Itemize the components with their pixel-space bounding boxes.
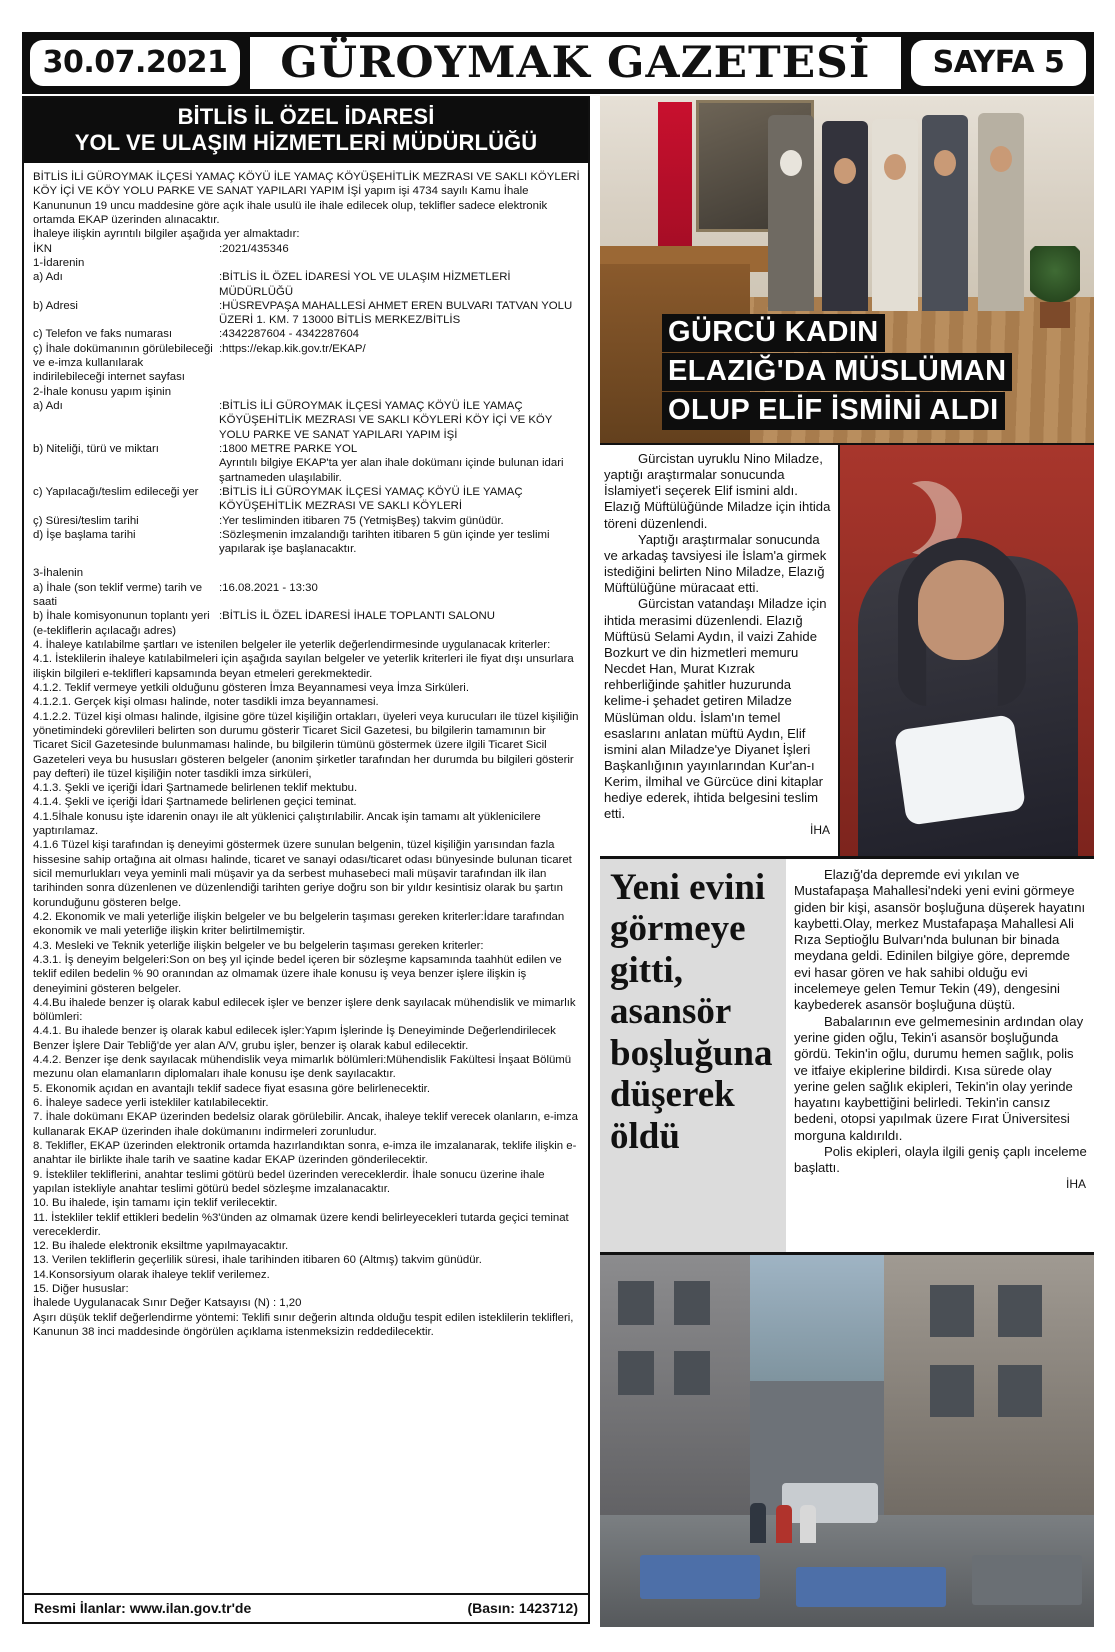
photo-building-right — [884, 1255, 1094, 1560]
tender-field-2c-value: :BİTLİS İLİ GÜROYMAK İLÇESİ YAMAÇ KÖYÜ İLE YAMAÇ KÖYÜŞEHİTLİK MEZRASI VE SAKLI KÖYLERİ — [219, 485, 523, 513]
tender-clause: 4.1.2.2. Tüzel kişi olması halinde, ilgisine göre tüzel kişiliğin ortakları, üyeleri veya kurucuları ile tüzel kişiliğin yönetimindeki görevlileri belirten son durumu gösterir Ticaret Sicil Gazetesi, bu bilgilerin tamamının bir Ticaret Sicil Gazetesinde bulunmaması halinde, bu bilgilerin tümünü göstermek üzere ilgili Ticaret Sicil Gazeteleri veya bu hususları gösteren belgeler (anonim şirketler tarafından her durumda bu bilgileri gösterir pay defteri) ile tüzel kişiliğin noter tasdikli imza sirküleri, — [33, 710, 579, 780]
masthead — [22, 32, 1094, 94]
article2-paragraph: Polis ekipleri, olayla ilgili geniş çaplı inceleme başlattı. — [794, 1144, 1087, 1176]
tender-field-2a — [33, 399, 580, 442]
photo-person-2 — [822, 121, 868, 311]
tender-intro-2: İhaleye ilişkin ayrıntılı bilgiler aşağıda yer almaktadır: — [33, 228, 300, 241]
photo-tarp — [796, 1567, 946, 1607]
tender-clause: 4.1.6 Tüzel kişi tarafından iş deneyimi göstermek üzere sunulan belgenin, tüzel kişiliğin yarısından fazla hissesine sahip ortağına ait olması halinde, ticaret ve sanayi odası/ticaret odası bünyesinde bulunan ticaret sicil memurlukları veya yeminli mali müşavir ya da serbest muhasebeci mali müşavir tarafından ilk ilan tarihinden sonra düzenlenen ve düzenlendiği tarihten geriye doğru son bir yıldır kesintisiz olarak bu şartın korunduğunu gösteren belge. — [33, 839, 572, 909]
photo-person-2-head — [834, 158, 856, 184]
article1-text — [600, 445, 840, 856]
photo-window — [674, 1351, 710, 1395]
photo-person-4-head — [934, 150, 956, 176]
portrait-crescent — [862, 481, 936, 555]
photo-window — [930, 1365, 974, 1417]
article1-signature: İHA — [809, 822, 830, 837]
tender-field-3b — [33, 609, 580, 638]
tender-clause: 4.4.2. Benzer işe denk sayılacak mühendislik veya mimarlık bölümleri:Mühendislik Fakültesi İnşaat Bölümü mezunu olan elamanların diplomaları ihale konusu işe denk sayılacaktır. — [33, 1054, 572, 1081]
photo-figure — [776, 1505, 792, 1543]
article2-photo — [600, 1252, 1094, 1627]
tender-intro: BİTLİS İLİ GÜROYMAK İLÇESİ YAMAÇ KÖYÜ İLE YAMAÇ KÖYÜŞEHİTLİK MEZRASI VE SAKLI KÖYLERİ KÖY İÇİ VE KÖY YOLU PARKE VE SANAT YAPILARI YAPIM İŞİ yapım işi 4734 sayılı Kamu İhale Kanununun 19 uncu maddesine göre açık ihale usulü ile ihale edilecek olup, teklifler sadece elektronik ortamda EKAP üzerinden alınacaktır. — [33, 171, 580, 226]
tender-clause: İhalede Uygulanacak Sınır Değer Katsayısı (N) : 1,20 — [33, 1297, 302, 1310]
photo-person-1-head — [780, 150, 802, 176]
photo-tarp — [640, 1555, 760, 1599]
tender-footer-official-link[interactable]: Resmi İlanlar: www.ilan.gov.tr'de — [34, 1600, 252, 1616]
article1-paragraph: Gürcistan vatandaşı Miladze için ihtida merasimi düzenlendi. Elazığ Müftüsü Selami Aydın, il vaizi Zahide Bozkurt ve din hizmetleri memuru Necdet Han, Murat Kızrak rehberliğinde şahitler huzurunda kelime-i şehadet getiren Miladze Müslüman oldu. İslam'ın temel esaslarını anlatan müftü Aydın, Elif ismini alan Miladze'ye Diyanet İşleri Başkanlığının yayınlarından Kur'an-ı Kerim, ilmihal ve Gürcüce dini kitaplar hediye ederek, ihtida belgesini teslim etti. — [604, 596, 827, 822]
tender-clause: 6. İhaleye sadece yerli istekliler katılabilecektir. — [33, 1097, 269, 1110]
tender-field-1b-value: :HÜSREVPAŞA MAHALLESİ AHMET EREN BULVARI TATVAN YOLU ÜZERİ 1. KM. 7 13000 BİTLİS MERKEZ/BİTLİS — [219, 299, 573, 327]
tender-field-1b — [33, 299, 580, 328]
portrait-mask — [894, 714, 1026, 826]
tender-clause: 14.Konsorsiyum olarak ihaleye teklif verilemez. — [33, 1268, 270, 1281]
article2-headline-line-4: asansör — [610, 991, 732, 1033]
tender-clause: 9. İstekliler tekliflerini, anahtar teslimi götürü bedel üzerinden vereceklerdir. İhale sonucu üzerine ihale yapılan istekliyle anahtar teslimi götürü bedel sözleşme imzalanacaktır. — [33, 1168, 545, 1195]
tender-field-1d-value: :https://ekap.kik.gov.tr/EKAP/ — [219, 342, 366, 355]
tender-clause: 15. Diğer hususlar: — [33, 1283, 129, 1296]
tender-field-2d — [33, 514, 580, 528]
article1-headline-line-3: OLUP ELİF İSMİNİ ALDI — [662, 392, 1005, 430]
tender-clause: 13. Verilen tekliflerin geçerlilik süresi, ihale tarihinden itibaren 60 (Altmış) takvim günüdür. — [33, 1254, 482, 1267]
tender-field-2b — [33, 442, 580, 485]
photo-figure — [750, 1503, 766, 1543]
article2-headline-line-2: görmeye — [610, 908, 746, 950]
photo-person-1 — [768, 115, 814, 311]
masthead-title-box — [250, 37, 901, 89]
tender-clause: 4.2. Ekonomik ve mali yeterliğe ilişkin belgeler ve bu belgelerin taşıması gereken kriterler:İdare tarafından ekonomik ve mali yeterliğe ilişkin kriter belirtilmemiştir. — [33, 910, 565, 938]
tender-clause: 8. Teklifler, EKAP üzerinden elektronik ortamda hazırlandıktan sonra, e-imza ile imzalanarak, teklife ilişkin e-anahtar ile birlikte ihale tarih ve saatine kadar EKAP üzerinden gönderilecektir. — [33, 1139, 577, 1167]
tender-field-2b-value — [219, 442, 580, 485]
tender-field-1a-value: :BİTLİS İL ÖZEL İDARESİ YOL VE ULAŞIM HİZMETLERİ MÜDÜRLÜĞÜ — [219, 271, 511, 298]
tender-field-2d-label: ç) Süresi/teslim tarihi — [33, 514, 139, 527]
photo-flag — [658, 102, 692, 252]
tender-clause: 4.1.2. Teklif vermeye yetkili olduğunu gösteren İmza Beyannamesi veya İmza Sirküleri. — [33, 681, 470, 694]
article1-headline-line-1: GÜRCÜ KADIN — [662, 314, 885, 352]
tender-field-1a — [33, 270, 580, 299]
tender-footer-press-code: (Basın: 1423712) — [467, 1600, 578, 1616]
tender-field-2b-value-line-1: :1800 METRE PARKE YOL — [219, 442, 358, 455]
article2-headline-line-3: gitti, — [610, 949, 683, 991]
tender-field-2b-label: b) Niteliği, türü ve miktarı — [33, 442, 159, 455]
article1-headline-line-2: ELAZIĞ'DA MÜSLÜMAN — [662, 353, 1012, 391]
article2-headline-line-7: öldü — [610, 1115, 680, 1157]
tender-field-3b-label: b) İhale komisyonunun toplantı yeri (e-tekliflerin açılacağı adres) — [33, 610, 210, 637]
tender-field-3b-value: :BİTLİS İL ÖZEL İDARESİ İHALE TOPLANTI SALONU — [219, 610, 495, 623]
tender-field-ikn-value: :2021/435346 — [219, 242, 289, 255]
tender-notice-box — [22, 96, 590, 1624]
tender-field-2b-value-line-2: Ayrıntılı bilgiye EKAP'ta yer alan ihale dokümanı içinde bulunan idari şartnameden ulaşılabilir. — [219, 457, 564, 484]
article2-headline — [600, 859, 786, 1252]
page-number-label: SAYFA 5 — [932, 45, 1065, 80]
tender-header-line-2: YOL VE ULAŞIM HİZMETLERİ MÜDÜRLÜĞÜ — [74, 129, 538, 155]
tender-header — [24, 98, 588, 163]
tender-clause: 4. İhaleye katılabilme şartları ve istenilen belgeler ile yeterlik değerlendirmesinde uygulanacak kriterler: — [33, 639, 551, 652]
photo-person-3-head — [884, 154, 906, 180]
article1-paragraph: Gürcistan uyruklu Nino Miladze, yaptığı araştırmalar sonucunda İslamiyet'i seçerek Elif ismini aldı. Elazığ Müftülüğünde Miladze için ihtida töreni düzenlendi. — [604, 451, 831, 531]
tender-clause: 4.4.1. Bu ihalede benzer iş olarak kabul edilecek işler:Yapım İşlerinde İş Deneyiminde Değerlendirilecek Benzer İşlere Dair Tebliğ'de yer alan A/V, grubu işler, benzer iş olarak kabul edilecektir. — [33, 1025, 556, 1052]
masthead-date-badge — [30, 40, 240, 86]
article1-paragraph: Yaptığı araştırmalar sonucunda ve arkadaş tavsiyesi ile İslam'a girmek istediğini belirten Nino Miladze, Elazığ Müftülüğüne müracaat etti. — [604, 531, 827, 596]
tender-body — [24, 163, 588, 1593]
tender-field-2a-label: a) Adı — [33, 400, 63, 413]
portrait-face — [918, 560, 1004, 660]
newspaper-title: GÜROYMAK GAZETESİ — [280, 37, 871, 88]
photo-window — [674, 1281, 710, 1325]
tender-field-1a-label: a) Adı — [33, 271, 63, 284]
article2-signature: İHA — [1065, 1176, 1086, 1191]
tender-field-ikn — [33, 242, 580, 256]
tender-clause: 10. Bu ihalede, işin tamamı için teklif verilecektir. — [33, 1197, 278, 1210]
photo-person-5 — [978, 113, 1024, 311]
tender-clause: Aşırı düşük teklif değerlendirme yöntemi: Teklifi sınır değerin altında olduğu tespit edilen isteklilerin teklifleri, Kanunun 38 inci maddesinde öngörülen açıklama istenmeksizin reddedilecektir. — [33, 1311, 574, 1339]
article1-photo — [600, 96, 1094, 443]
photo-rubble — [972, 1555, 1082, 1605]
article2-text — [786, 859, 1094, 1252]
tender-clause: 4.1.5İhale konusu işte idarenin onayı ile alt yüklenici çalıştırılabilir. Ancak işin tamamı alt yüklenicilere yaptırılamaz. — [33, 810, 541, 838]
photo-figure — [800, 1505, 816, 1543]
tender-footer — [24, 1593, 588, 1622]
photo-window — [618, 1281, 654, 1325]
tender-clause: 4.3.1. İş deneyim belgeleri:Son on beş yıl içinde bedel içeren bir sözleşme kapsamında taahhüt edilen ve teklif edilen bedelin % 90 oranından az olmamak üzere ihale konusu iş veya benzer işlere ilişkin iş deneyimini gösteren belgeler. — [33, 953, 562, 995]
tender-field-2e-value: :Sözleşmenin imzalandığı tarihten itibaren 5 gün içinde yer teslimi yapılarak işe başlanacaktır. — [219, 528, 550, 556]
tender-field-3a — [33, 581, 580, 610]
masthead-page-badge — [911, 40, 1086, 86]
article1-portrait-photo — [840, 445, 1094, 856]
tender-field-1c-label: c) Telefon ve faks numarası — [33, 328, 173, 341]
tender-field-3a-value: :16.08.2021 - 13:30 — [219, 581, 318, 594]
tender-clause: 11. İstekliler teklif ettikleri bedelin %3'ünden az olmamak üzere kendi belirleyecekleri tutarda geçici teminat vereceklerdir. — [33, 1211, 569, 1238]
tender-field-2e-label: d) İşe başlama tarihi — [33, 528, 136, 541]
tender-field-3a-label: a) İhale (son teklif verme) tarih ve saati — [33, 581, 203, 609]
tender-clause: 4.4.Bu ihalede benzer iş olarak kabul edilecek işler ve benzer işlere denk sayılacak mühendislik ve mimarlık bölümleri: — [33, 996, 576, 1024]
tender-field-1c — [33, 327, 580, 341]
tender-clause: 4.1. İsteklilerin ihaleye katılabilmeleri için aşağıda sayılan belgeler ve yeterlik kriterleri ile fiyat dışı unsurlara ilişkin bilgileri e-teklifleri kapsamında beyan etmeleri gerekmektedir. — [33, 653, 574, 680]
photo-window — [998, 1365, 1042, 1417]
tender-clause-list — [33, 638, 580, 1339]
tender-section-1: 1-İdarenin — [33, 256, 85, 269]
tender-field-2c — [33, 485, 580, 514]
tender-field-2a-value: :BİTLİS İLİ GÜROYMAK İLÇESİ YAMAÇ KÖYÜ İLE YAMAÇ KÖYÜŞEHİTLİK MEZRASI VE SAKLI KÖYLERİ KÖY İÇİ VE KÖY YOLU PARKE VE SANAT YAPILARI YAPIM İŞİ — [219, 400, 553, 441]
article1-headline — [662, 314, 1082, 431]
photo-vehicle — [782, 1483, 878, 1523]
tender-field-1c-value: :4342287604 - 4342287604 — [219, 328, 359, 341]
photo-window — [930, 1285, 974, 1337]
photo-plant-1 — [1030, 246, 1080, 308]
tender-section-2: 2-İhale konusu yapım işinin — [33, 385, 172, 398]
tender-clause: 4.3. Mesleki ve Teknik yeterliğe ilişkin belgeler ve bu belgelerin taşıması gereken kriterler: — [33, 939, 484, 952]
article2-paragraph: Babalarının eve gelmemesinin ardından olay yerine giden oğlu, Tekin'i asansör boşluğunda gördü. Tekin'in oğlu, durumu hemen sağlık, polis ve itfaiye ekiplerine bildirdi. Kısa sürede olay yerine gelen sağlık ekipleri, Tekin'in olay yerinde hayatını kaybettiğini belirledi. Tekin'in cansız bedeni, otopsi yapılmak üzere Fırat Üniversitesi morguna kaldırıldı. — [794, 1013, 1084, 1143]
article2-headline-line-5: boşluğuna — [610, 1032, 773, 1074]
tender-field-1b-label: b) Adresi — [33, 299, 78, 312]
photo-window — [998, 1285, 1042, 1337]
tender-clause: 4.1.3. Şekli ve içeriği İdari Şartnamede belirlenen teklif mektubu. — [33, 782, 358, 795]
tender-field-2e — [33, 528, 580, 557]
tender-field-2c-label: c) Yapılacağı/teslim edileceği yer — [33, 485, 199, 498]
tender-field-ikn-label: İKN — [33, 242, 52, 255]
tender-field-1d-label: ç) İhale dokümanının görülebileceği ve e-imza kullanılarak indirilebileceği internet sayfası — [33, 342, 213, 384]
article2-block — [600, 859, 1094, 1252]
tender-field-1d — [33, 342, 580, 385]
tender-header-line-1: BİTLİS İL ÖZEL İDARESİ — [177, 104, 435, 129]
photo-window — [618, 1351, 654, 1395]
article1-block — [600, 443, 1094, 856]
photo-person-4 — [922, 115, 968, 311]
article2-headline-line-1: Yeni evini — [610, 867, 766, 908]
tender-clause: 12. Bu ihalede elektronik eksiltme yapılmayacaktır. — [33, 1240, 289, 1253]
tender-field-2d-value: :Yer tesliminden itibaren 75 (YetmişBeş) takvim günüdür. — [219, 514, 504, 527]
photo-person-3 — [872, 119, 918, 311]
tender-clause: 4.1.2.1. Gerçek kişi olması halinde, noter tasdikli imza beyannamesi. — [33, 696, 379, 709]
article2-headline-line-6: düşerek — [610, 1074, 735, 1116]
photo-person-5-head — [990, 146, 1012, 172]
tender-section-3: 3-İhalenin — [33, 567, 84, 580]
masthead-date: 30.07.2021 — [42, 45, 228, 80]
tender-clause: 5. Ekonomik açıdan en avantajlı teklif sadece fiyat esasına göre belirlenecektir. — [33, 1082, 430, 1095]
tender-clause: 4.1.4. Şekli ve içeriği İdari Şartnamede belirlenen geçici teminat. — [33, 796, 357, 809]
tender-clause: 7. İhale dokümanı EKAP üzerinden bedelsiz olarak görülebilir. Ancak, ihaleye teklif verecek olanların, e-imza kullanarak EKAP üzerinden ihale dokümanını indirmeleri zorunludur. — [33, 1111, 578, 1138]
article2-paragraph: Elazığ'da depremde evi yıkılan ve Mustafapaşa Mahallesi'ndeki yeni evini görmeye giden bir kişi, asansör boşluğuna düşerek hayatını kaybetti.Olay, merkez Mustafapaşa Mahallesi Ali Rıza Septioğlu Bulvarı'nda bulunan bir binada meydana geldi. Edinilen bilgiye göre, depremde evi hasar gören ve hak sahibi olduğu evi incelemeye gelen Temur Tekin (49), dengesini kaybederek asansör boşluğuna düştü. — [794, 867, 1086, 1013]
right-column — [600, 96, 1094, 1624]
